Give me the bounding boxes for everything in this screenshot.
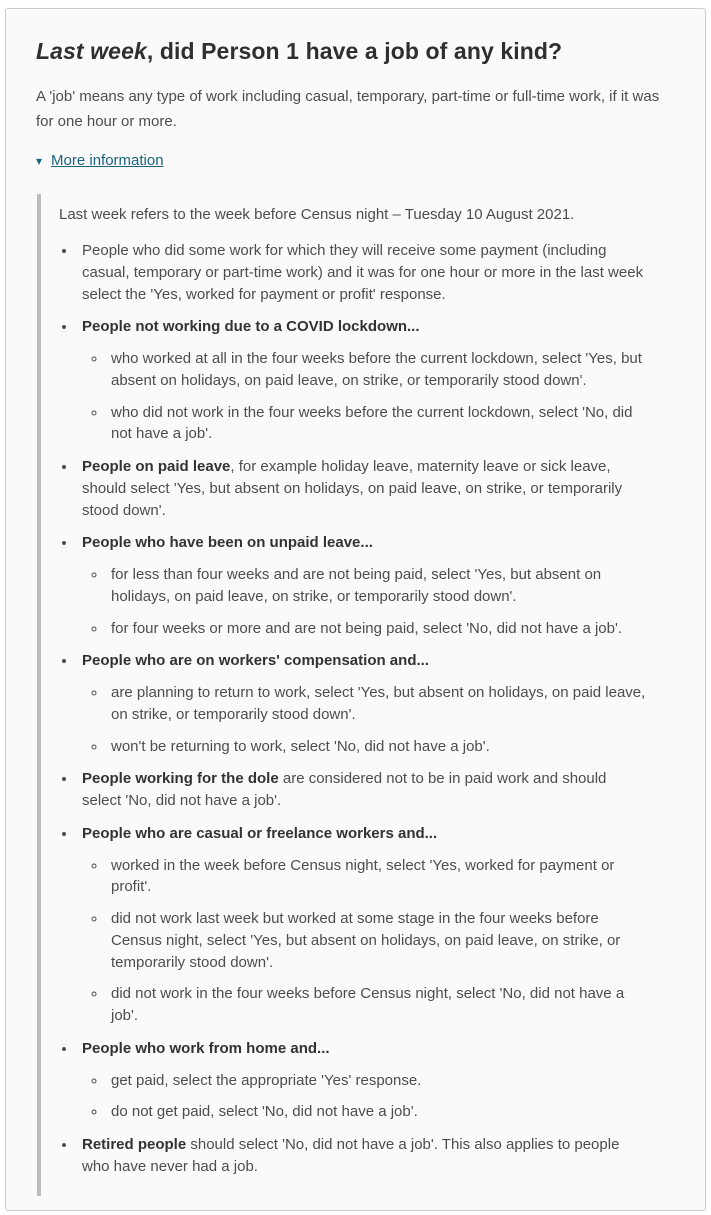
sub-list-item: ◦ are planning to return to work, select 'Yes, but absent on holidays, on paid leave, on strike, or temporarily stood down'. bbox=[107, 682, 649, 726]
list-item: • People who are casual or freelance workers and... ◦ worked in the week before Census night, select 'Yes, worked for payment or profit'. ◦ did not work last week but worked at some stage in the four weeks before Census night, select 'Yes, but absent on holidays, on paid leave, on strike, or temporarily stood down'. ◦ did not work in the four weeks before Census night, select 'No, did not have a job'. bbox=[77, 823, 649, 1027]
list-item: • People who work from home and... ◦ get paid, select the appropriate 'Yes' response. ◦ do not get paid, select 'No, did not have a job'. bbox=[77, 1038, 649, 1123]
question-card bbox=[5, 8, 706, 1211]
list-item: • People who have been on unpaid leave... ◦ for less than four weeks and are not being paid, select 'Yes, but absent on holidays, on paid leave, on strike, or temporarily stood down'. ◦ for four weeks or more and are not being paid, select 'No, did not have a job'. bbox=[77, 532, 649, 639]
panel-intro: Last week refers to the week before Census night – Tuesday 10 August 2021. bbox=[59, 206, 575, 224]
sub-list-item: ◦ who worked at all in the four weeks before the current lockdown, select 'Yes, but absent on holidays, on paid leave, on strike, or temporarily stood down'. bbox=[107, 348, 649, 392]
title-rest: , did Person 1 have a job of any kind? bbox=[146, 38, 563, 64]
sub-list-item: ◦ who did not work in the four weeks before the current lockdown, select 'No, did not have a job'. bbox=[107, 402, 649, 446]
more-information-panel bbox=[37, 194, 673, 1195]
sub-list bbox=[82, 564, 649, 639]
sub-list bbox=[82, 1070, 649, 1124]
sub-list-item: ◦ won't be returning to work, select 'No, did not have a job'. bbox=[107, 736, 649, 758]
info-list bbox=[59, 240, 649, 1178]
sub-list-item: ◦ worked in the week before Census night, select 'Yes, worked for payment or profit'. bbox=[107, 855, 649, 899]
list-item: • People who did some work for which they will receive some payment (including casual, temporary or part-time work) and it was for one hour or more in the last week select the 'Yes, worked for payment or profit' response. bbox=[77, 240, 649, 305]
question-subtitle: A 'job' means any type of work including casual, temporary, part-time or full-time work, if it was for one hour or more. bbox=[36, 87, 660, 131]
sub-list bbox=[82, 348, 649, 445]
sub-list-item: ◦ do not get paid, select 'No, did not have a job'. bbox=[107, 1101, 649, 1123]
sub-list-item: ◦ get paid, select the appropriate 'Yes' response. bbox=[107, 1070, 649, 1092]
sub-list-item: ◦ did not work in the four weeks before Census night, select 'No, did not have a job'. bbox=[107, 983, 649, 1027]
sub-list-item: ◦ for four weeks or more and are not being paid, select 'No, did not have a job'. bbox=[107, 618, 649, 640]
list-item: • Retired people should select 'No, did not have a job'. This also applies to people who have never had a job. bbox=[77, 1134, 649, 1178]
sub-list bbox=[82, 855, 649, 1027]
more-information-label: More information bbox=[51, 151, 164, 169]
sub-list-item: ◦ for less than four weeks and are not being paid, select 'Yes, but absent on holidays, on paid leave, on strike, or temporarily stood down'. bbox=[107, 564, 649, 608]
more-information-toggle[interactable] bbox=[36, 152, 164, 169]
title-emphasis: Last week bbox=[36, 38, 147, 64]
page-title bbox=[36, 37, 673, 66]
list-item: • People working for the dole are considered not to be in paid work and should select 'No, did not have a job'. bbox=[77, 768, 649, 812]
sub-list-item: ◦ did not work last week but worked at some stage in the four weeks before Census night, select 'Yes, but absent on holidays, on paid leave, on strike, or temporarily stood down'. bbox=[107, 908, 649, 973]
triangle-down-icon: ▾ bbox=[36, 154, 43, 169]
list-item: • People not working due to a COVID lockdown... ◦ who worked at all in the four weeks before the current lockdown, select 'Yes, but absent on holidays, on paid leave, on strike, or temporarily stood down'. ◦ who did not work in the four weeks before the current lockdown, select 'No, did not have a job'. bbox=[77, 316, 649, 445]
list-item: • People who are on workers' compensation and... ◦ are planning to return to work, select 'Yes, but absent on holidays, on paid leave, on strike, or temporarily stood down'. ◦ won't be returning to work, select 'No, did not have a job'. bbox=[77, 650, 649, 757]
list-item: • People on paid leave, for example holiday leave, maternity leave or sick leave, should select 'Yes, but absent on holidays, on paid leave, on strike, or temporarily stood down'. bbox=[77, 456, 649, 521]
sub-list bbox=[82, 682, 649, 757]
